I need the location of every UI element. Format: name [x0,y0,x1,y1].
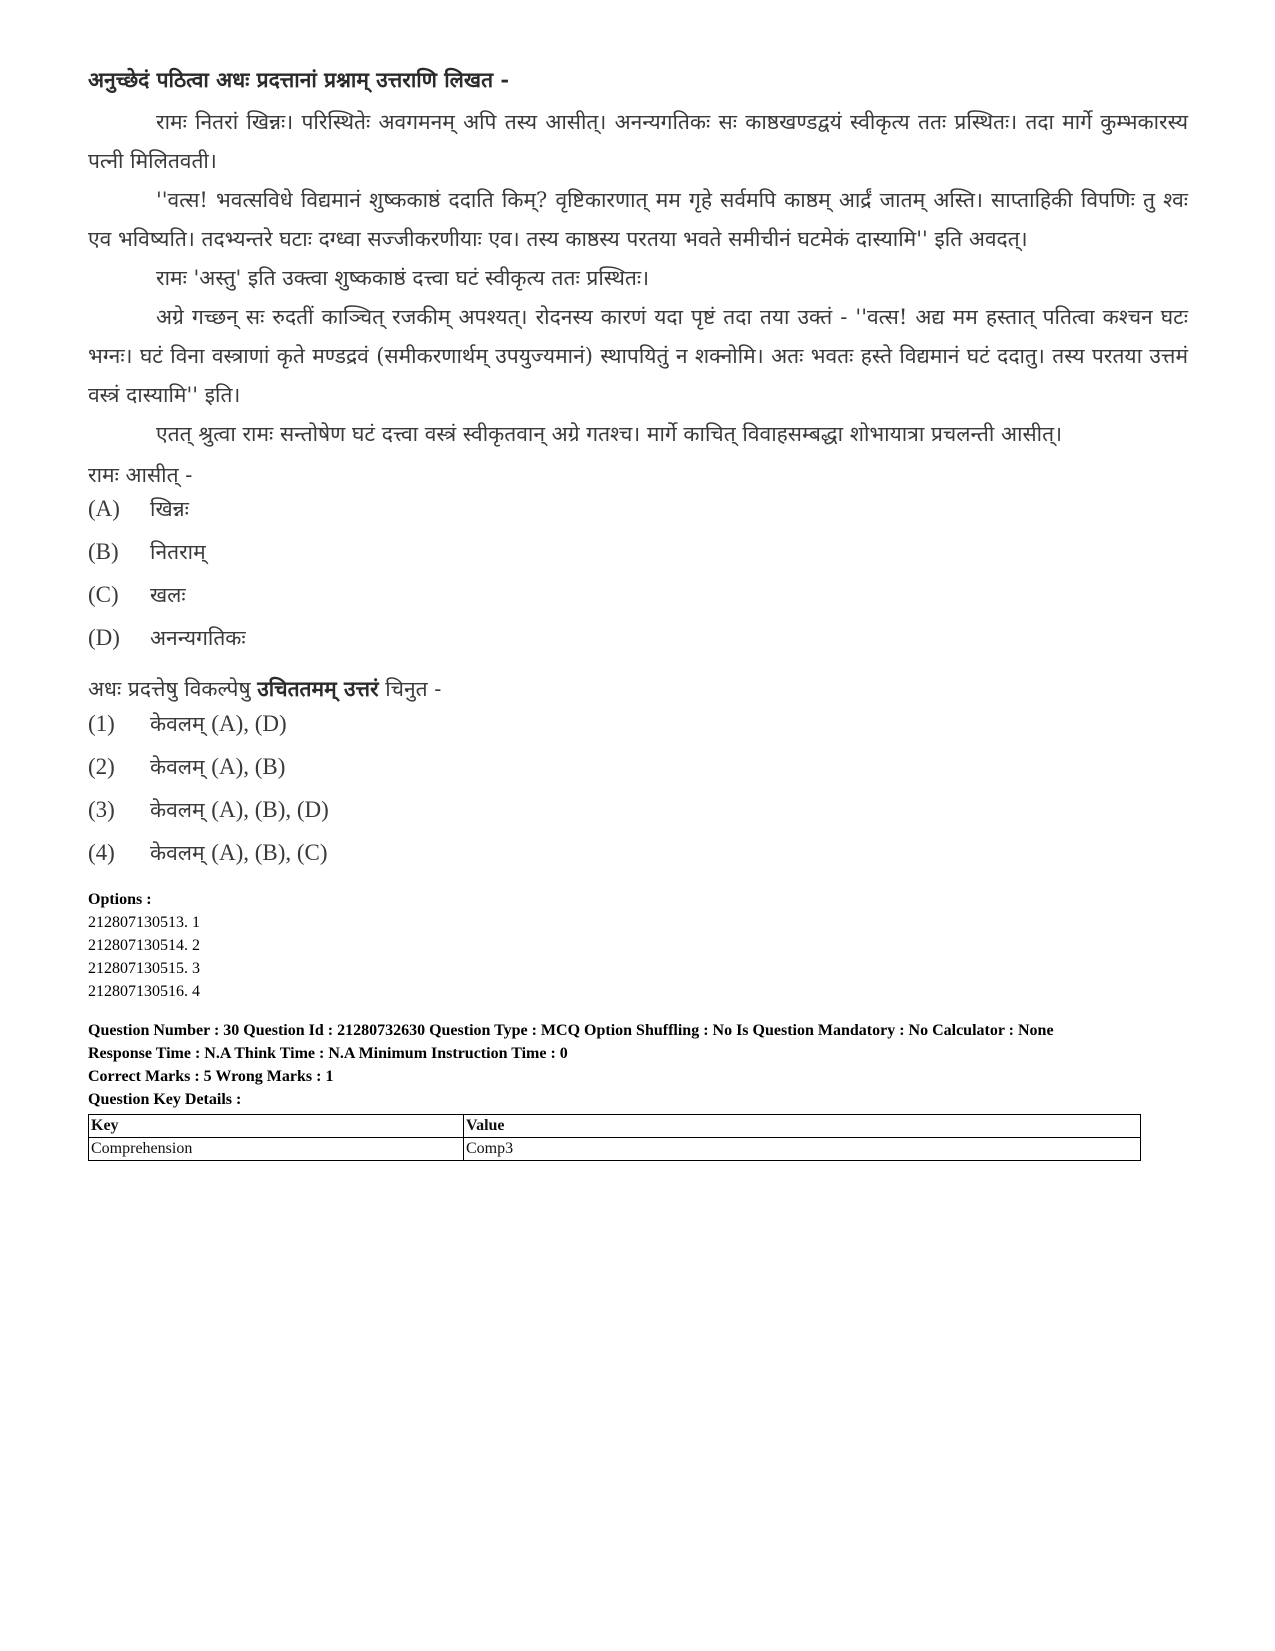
choice-tag: (C) [88,582,119,607]
table-row [89,1138,1141,1161]
question-info-line: Question Number : 30 Question Id : 21280732630 Question Type : MCQ Option Shuffling : No Is Question Mandatory : No Calculator : None [88,1022,1054,1039]
answer-word: केवलम् [150,841,205,865]
option-id: 212807130514. 2 [88,937,200,954]
question-stem: रामः आसीत् - [88,463,193,487]
passage-paragraph: अग्रे गच्छन् सः रुदतीं काञ्चित् रजकीम् अपश्यत्। रोदनस्य कारणं यदा पृष्टं तदा तया उक्तं - ''वत्स! अद्य मम हस्तात् पतित्वा कश्चन घटः भग्नः। घटं विना वस्त्राणां कृते मण्डद्रवं (समीकरणार्थम् उपयुज्यमानं) स्थापयितुं न शक्नोमि। अतः भवतः हस्ते विद्यमानं घटं ददातु। तस्य परतया उत्तमं वस्त्रं दास्यामि'' इति। [88,305,1188,407]
answer-tag: (1) [88,711,115,736]
passage-paragraph: एतत् श्रुत्वा रामः सन्तोषेण घटं दत्त्वा वस्त्रं स्वीकृतवान् अग्रे गतश्च। मार्गे काचित् विवाहसम्बद्धा शोभायात्रा प्रचलन्ती आसीत्। [156,422,1063,446]
options-block [88,888,1188,1003]
choice-list [88,495,1188,667]
choice-item [88,495,1188,538]
passage-paragraph: रामः 'अस्तु' इति उक्त्वा शुष्ककाष्ठं दत्त्वा घटं स्वीकृत्य ततः प्रस्थितः। [156,266,650,290]
choice-tag: (D) [88,625,120,650]
table-cell: Comprehension [89,1138,464,1161]
choice-item [88,538,1188,581]
option-id: 212807130513. 1 [88,914,200,931]
options-label: Options : [88,891,152,908]
passage-paragraph: ''वत्स! भवत्सविधे विद्यमानं शुष्ककाष्ठं ददाति किम्? वृष्टिकारणात् मम गृहे सर्वमपि काष्ठम् आर्द्रं जातम् अस्ति। साप्ताहिकी विपणिः तु श्वः एव भविष्यति। तदभ्यन्तरे घटाः दग्ध्वा सज्जीकरणीयाः एव। तस्य काष्ठस्य परतया भवते समीचीनं घटमेकं दास्यामि'' इति अवदत्। [88,188,1188,251]
answer-letters: (A), (D) [211,711,287,736]
choice-text: खिन्नः [150,497,189,521]
answer-item [88,796,1188,839]
choice-tag: (B) [88,539,119,564]
passage-heading: अनुच्छेदं पठित्वा अधः प्रदत्तानां प्रश्नाम् उत्तराणि लिखत - [88,67,510,92]
answer-tag: (2) [88,754,115,779]
answer-instruction [88,667,1188,710]
comprehension-passage [88,60,1188,495]
answer-tag: (4) [88,840,115,865]
passage-paragraph: रामः नितरां खिन्नः। परिस्थितेः अवगमनम् अपि तस्य आसीत्। अनन्यगतिकः सः काष्ठखण्डद्वयं स्वीकृत्य ततः प्रस्थितः। तदा मार्गे कुम्भकारस्य पत्नी मिलितवती। [88,110,1188,173]
key-details-table [88,1114,1141,1161]
choice-text: अनन्यगतिकः [150,626,246,650]
instruction-emphasis: उचिततमम् उत्तरं [257,676,379,701]
question-page [88,60,1188,1161]
table-header-row [89,1115,1141,1138]
answer-item [88,710,1188,753]
choice-item [88,581,1188,624]
choice-item [88,624,1188,667]
marks-line: Correct Marks : 5 Wrong Marks : 1 [88,1068,334,1085]
answer-letters: (A), (B), (C) [211,840,328,865]
answer-item [88,753,1188,796]
table-cell: Comp3 [464,1138,1141,1161]
table-header-cell: Value [464,1115,1141,1138]
instruction-suffix: चिनुत - [378,677,442,701]
answer-word: केवलम् [150,755,205,779]
question-info [88,1019,1188,1111]
answer-letters: (A), (B), (D) [211,797,329,822]
answer-word: केवलम् [150,798,205,822]
instruction-prefix: अधः प्रदत्तेषु विकल्पेषु [88,677,258,701]
answer-word: केवलम् [150,712,205,736]
option-id: 212807130515. 3 [88,960,200,977]
answer-letters: (A), (B) [211,754,286,779]
answer-list [88,710,1188,882]
key-details-label: Question Key Details : [88,1091,242,1108]
answer-item [88,839,1188,882]
table-header-cell: Key [89,1115,464,1138]
choice-tag: (A) [88,496,120,521]
choice-text: नितराम् [150,540,206,564]
option-id: 212807130516. 4 [88,983,200,1000]
answer-tag: (3) [88,797,115,822]
question-info-line: Response Time : N.A Think Time : N.A Minimum Instruction Time : 0 [88,1045,568,1062]
choice-text: खलः [150,583,186,607]
